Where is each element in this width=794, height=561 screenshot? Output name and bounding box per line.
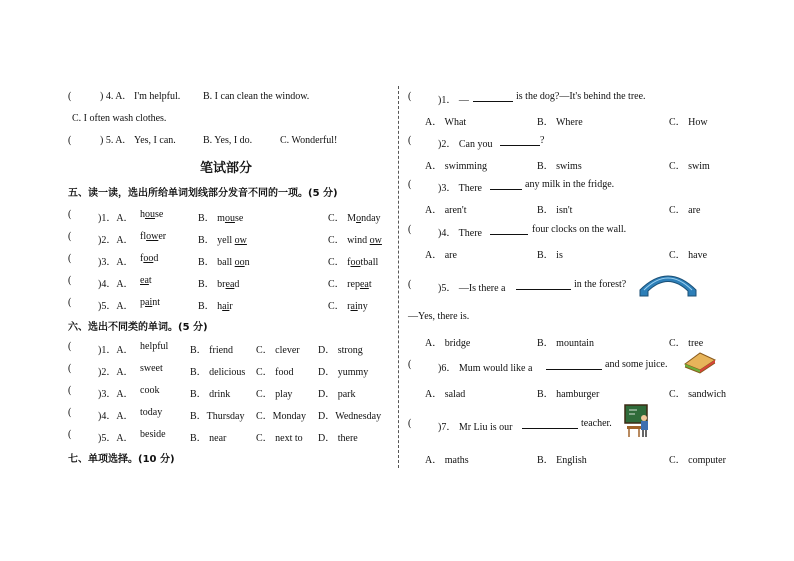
section-title: 笔试部分 <box>200 161 253 176</box>
sandwich-picture <box>683 350 717 374</box>
answer-line: —Yes, there is. <box>408 311 470 322</box>
section-heading: 七、单项选择。(10 分) <box>68 454 175 465</box>
section-heading: 六、选出不同类的单词。(5 分) <box>68 322 208 333</box>
teacher-picture <box>624 404 652 438</box>
bridge-picture <box>638 266 698 298</box>
section-heading: 五、读一读，选出所给单词划线部分发音不同的一项。(5 分) <box>68 188 338 199</box>
column-divider <box>398 86 399 468</box>
